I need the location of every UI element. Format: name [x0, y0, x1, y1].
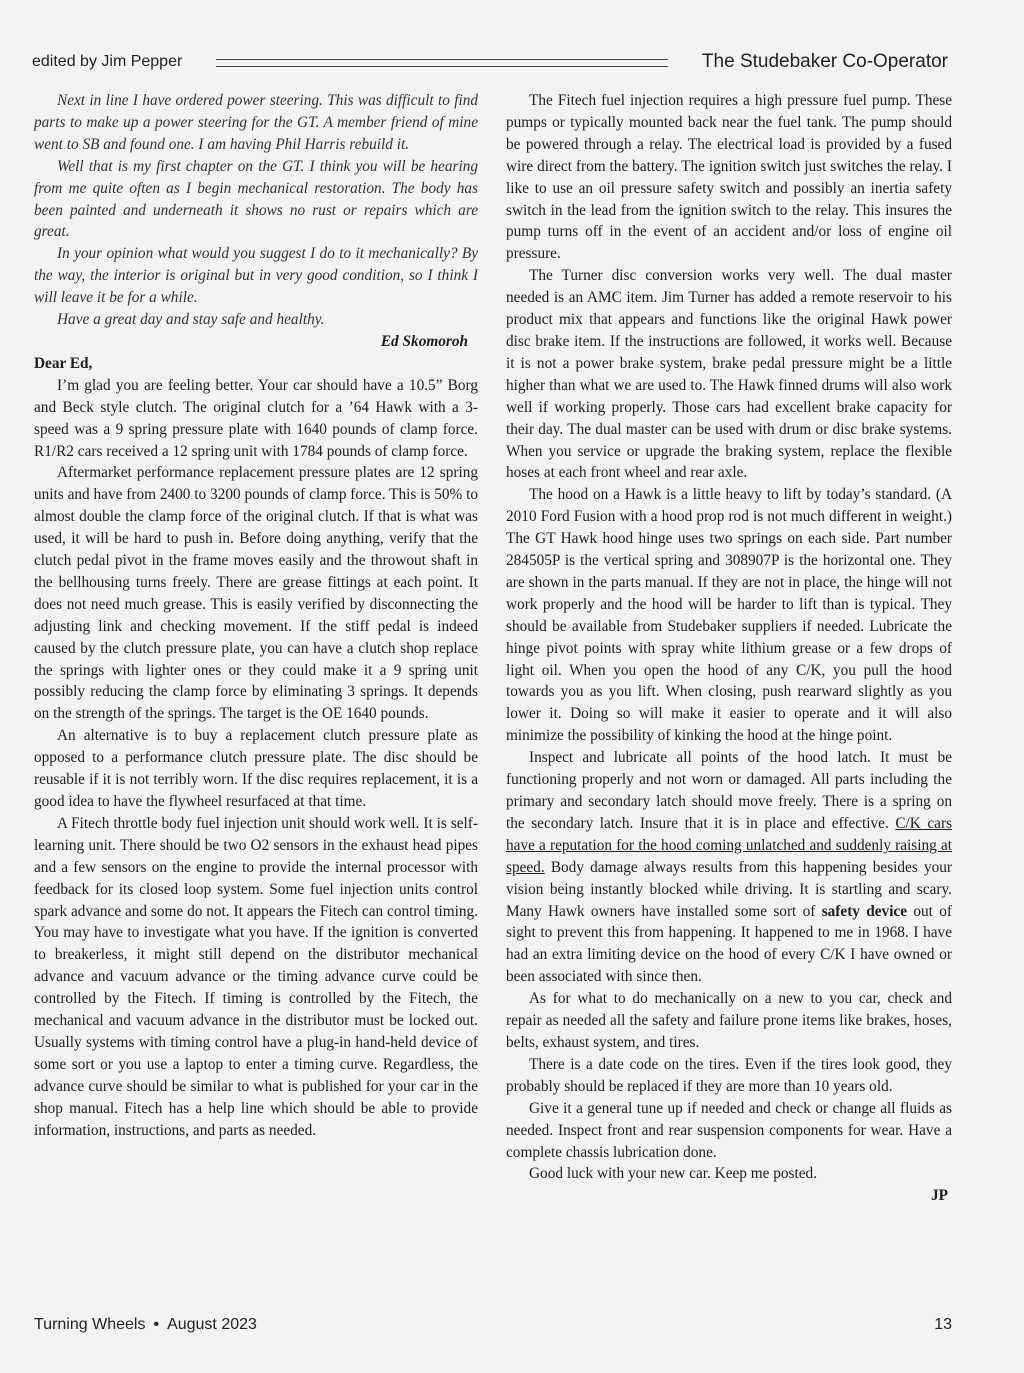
reply-paragraph: The Turner disc conversion works very well. The dual master needed is an AMC item. Jim Turner has added a remote reservoir to his product mix that appears and functions like the original Hawk power disc brake item. If the instructions are followed, it works well. Because it is not a power brake system, brake pedal pressure might be a little higher than what we are used to. The Hawk finned drums will also work well if working properly. Those cars had excellent brake capacity for their day. The dual master can be used with drum or disc brake systems. When you service or upgrade the braking system, replace the flexible hoses at each front wheel and rear axle. — [506, 267, 952, 482]
footer-issue — [34, 1316, 257, 1334]
reply-paragraph: There is a date code on the tires. Even if the tires look good, they probably should be replaced if they are more than 10 years old. — [506, 1055, 952, 1095]
reply-greeting: Dear Ed, — [34, 354, 93, 372]
reply-paragraph: I’m glad you are feeling better. Your car should have a 10.5” Borg and Beck style clutch. The original clutch for a ’64 Hawk with a 3-speed was a 9 spring pressure plate with 1640 pounds of clamp force. R1/R2 cars received a 12 spring unit with 1784 pounds of clamp force. — [34, 376, 478, 460]
reply-paragraph: The Fitech fuel injection requires a high pressure fuel pump. These pumps or typically mounted back near the fuel tank. The pump should be powered through a relay. The electrical load is provided by a fused wire direct from the battery. The ignition switch just switches the relay. I like to use an oil pressure safety switch and possibly an inertia safety switch in the lead from the ignition switch to the relay. This insures the pump turns off in the event of an accident and/or loss of engine oil pressure. — [506, 92, 952, 263]
page-footer — [34, 1316, 952, 1334]
reply-paragraph: Give it a general tune up if needed and check or change all fluids as needed. Inspect front and rear suspension components for wear. Have a complete chassis lubrication done. — [506, 1099, 952, 1161]
reply-paragraph: Good luck with your new car. Keep me posted. — [529, 1165, 818, 1183]
latch-text: Body damage always results from this happening besides your vision being instantly blocked while driving. It is startling and scary. Many Hawk owners have installed some sort of — [506, 858, 952, 920]
left-column — [34, 90, 478, 1142]
reply-paragraph: As for what to do mechanically on a new to you car, check and repair as needed all the safety and failure prone items like brakes, hoses, belts, exhaust system, and tires. — [506, 990, 952, 1051]
letter-paragraph: Have a great day and stay safe and healthy. — [57, 311, 325, 329]
letter-paragraph: Next in line I have ordered power steering. This was difficult to find parts to make up a power steering for the GT. A member friend of mine went to SB and found one. I am having Phil Harris rebuild it. — [34, 92, 478, 153]
header-rule — [216, 59, 668, 67]
column-title: The Studebaker Co-Operator — [701, 51, 948, 72]
issue-date: August 2023 — [167, 1316, 257, 1333]
right-column — [506, 90, 952, 1207]
reader-letter — [34, 90, 478, 331]
letter-paragraph: Well that is my first chapter on the GT. I think you will be hearing from me quite often as I begin mechanical restoration. The body has been painted and underneath it shows no rust or repairs which are great. — [34, 157, 478, 241]
footer-bullet: • — [153, 1316, 160, 1333]
reply-initials: JP — [931, 1187, 948, 1205]
reply-paragraph: A Fitech throttle body fuel injection unit should work well. It is self-learning unit. There should be two O2 sensors in the exhaust head pipes and a few sensors on the engine to provide the internal processor with feedback for its closed loop system. Some fuel injection units control spark advance and some do not. It appears the Fitech can control timing. You may have to investigate what you have. If the ignition is converted to breakerless, it might still depend on the distributor mechanical advance and vacuum advance or the timing advance curve could be controlled by the Fitech. If timing is controlled by the Fitech, the mechanical and vacuum advance in the distributor must be locked out. Usually systems with timing control have a plug-in hand-held device of some sort or you use a laptop to enter a timing curve. Regardless, the advance curve should be similar to what is published for your car in the shop manual. Fitech has a help line which should be able to provide information, instructions, and parts as needed. — [34, 814, 478, 1139]
magazine-name: Turning Wheels — [34, 1316, 146, 1333]
bold-safety-device: safety device — [821, 902, 908, 920]
page-header — [32, 46, 948, 78]
reply-paragraph: Aftermarket performance replacement pressure plates are 12 spring units and have from 2400 to 3200 pounds of clamp force. This is 50% to almost double the clamp force of the original clutch. If that is what was used, it will be hard to push in. Before doing anything, verify that the clutch pedal pivot in the frame moves easily and the throwout shaft in the bellhousing turns freely. There are grease fittings at each point. It does not need much grease. This is easily verified by disconnecting the adjusting link and checking movement. If the stiff pedal is indeed caused by the clutch pressure plate, you can have a clutch shop replace the springs with lighter ones or they could make it a 9 spring unit possibly reducing the clamp force by eliminating 3 springs. It depends on the strength of the springs. The target is the OE 1640 pounds. — [34, 464, 478, 723]
editor-credit: edited by Jim Pepper — [32, 53, 183, 70]
hood-latch-paragraph — [506, 747, 952, 988]
letter-signature: Ed Skomoroh — [380, 332, 468, 350]
underlined-warning: C/K cars have a reputation for the hood coming unlatched and suddenly raising at speed. — [506, 814, 952, 876]
reply-paragraph: The hood on a Hawk is a little heavy to lift by today’s standard. (A 2010 Ford Fusion with a hood prop rod is not much different in weight.) The GT Hawk hood hinge uses two springs on each side. Part number 284505P is the vertical spring and 308907P is the horizontal one. They are shown in the parts manual. If they are not in place, the hinge will not work properly and the hood will be harder to lift than is typical. They should be available from Studebaker suppliers if needed. Lubricate the hinge pivot points with spray white lithium grease or a few drops of light oil. When you open the hood of any C/K, you pull the hood towards you as you lift. When closing, push rearward slightly as you lower it. Doing so will make it easier to operate and it will also minimize the possibility of kinking the hood at the hinge point. — [506, 486, 952, 745]
page-number: 13 — [934, 1316, 952, 1333]
letter-paragraph: In your opinion what would you suggest I do to it mechanically? By the way, the interior is original but in very good condition, so I think I will leave it be for a while. — [34, 245, 478, 307]
latch-text: Inspect and lubricate all points of the hood latch. It must be functioning properly and not worn or damaged. All parts including the primary and secondary latch should move freely. There is a spring on the secondary latch. Insure that it is in place and effective. — [506, 749, 952, 832]
latch-text: out of sight to prevent this from happening. It happened to me in 1968. I have had an extra limiting device on the hood of every C/K I have owned or been associated with since then. — [506, 902, 952, 986]
reply-paragraph: An alternative is to buy a replacement clutch pressure plate as opposed to a performance clutch pressure plate. The disc should be reusable if it is not terribly worn. If the disc requires replacement, it is a good idea to have the flywheel resurfaced at that time. — [34, 727, 478, 810]
